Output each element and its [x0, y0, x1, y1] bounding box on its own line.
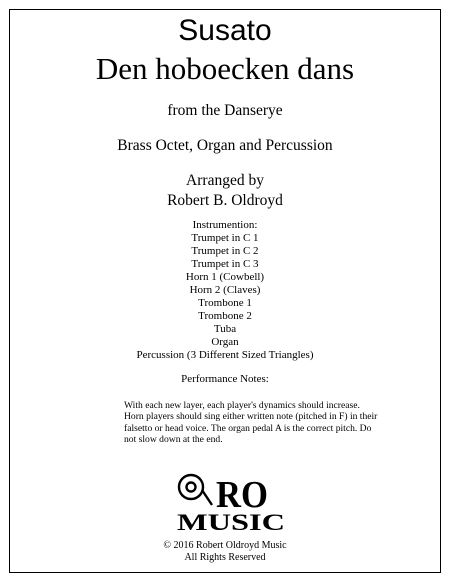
arranged-by-label: Arranged by: [186, 172, 264, 189]
list-item: Trombone 1: [198, 297, 252, 309]
performance-notes-text: With each new layer, each player's dynamics should increase. Horn players should sing either written note (pitched in F) in their falsetto or head voice. The organ pedal A is the correct pitch. Do not slow down at the end.: [124, 400, 378, 446]
performance-notes-heading: Performance Notes:: [181, 373, 269, 385]
list-item: Percussion (3 Different Sized Triangles): [136, 349, 314, 361]
list-item: Horn 1 (Cowbell): [185, 271, 265, 283]
arranger-name: Robert B. Oldroyd: [167, 192, 283, 209]
logo-music-text: MUSIC: [177, 510, 285, 534]
list-item: Horn 2 (Claves): [189, 284, 261, 296]
rights-line: All Rights Reserved: [184, 552, 266, 563]
list-item: Tuba: [213, 323, 237, 335]
ro-music-logo: [176, 470, 286, 534]
piece-subtitle: from the Danserye: [167, 102, 283, 119]
scoring-line: Brass Octet, Organ and Percussion: [117, 137, 333, 154]
list-item: Organ: [211, 336, 239, 348]
list-item: Trumpet in C 2: [191, 245, 259, 257]
composer-name: Susato: [178, 14, 272, 47]
instrumentation-list: [0, 232, 450, 362]
piece-title: Den hoboecken dans: [95, 51, 355, 86]
instrumentation-heading: Instrumention:: [192, 219, 258, 231]
list-item: Trombone 2: [198, 310, 252, 322]
list-item: Trumpet in C 1: [191, 232, 259, 244]
list-item: Trumpet in C 3: [191, 258, 259, 270]
horn-icon: [179, 475, 212, 505]
copyright-line: © 2016 Robert Oldroyd Music: [163, 540, 287, 551]
logo-ro-text: RO: [216, 474, 268, 516]
